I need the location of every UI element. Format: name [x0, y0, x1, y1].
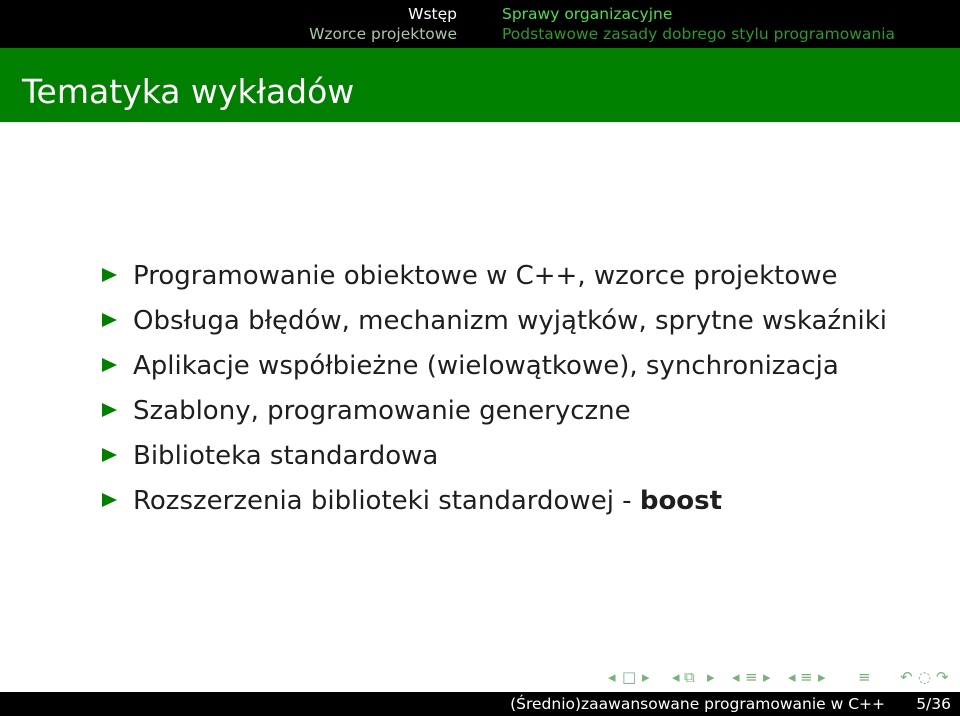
navigation-symbols	[608, 664, 953, 690]
bullet-text: Programowanie obiektowe w C++, wzorce projektowe	[133, 261, 838, 291]
bullet-text: Biblioteka standardowa	[133, 441, 439, 471]
subsection-link-wzorce[interactable]: Wzorce projektowe	[309, 25, 457, 43]
section-link-wstep[interactable]: Wstęp	[408, 5, 457, 23]
doc-icon[interactable]: ≡	[800, 668, 813, 686]
subsection-link-zasady[interactable]: Podstawowe zasady dobrego stylu programowania	[502, 25, 896, 43]
align-icon[interactable]: ≡	[858, 668, 871, 686]
forward-icon[interactable]: ↷	[936, 668, 949, 686]
frame-title: Tematyka wykładów	[22, 72, 355, 111]
frame-icon[interactable]: □	[622, 668, 637, 686]
back-icon[interactable]: ↶	[900, 668, 913, 686]
bullet-triangle-icon	[102, 268, 117, 282]
page-number: 5/36	[916, 695, 951, 713]
header-bar	[0, 0, 960, 48]
subsection-prev-icon[interactable]: ◂	[672, 668, 680, 686]
bullet-triangle-icon	[102, 403, 117, 417]
doc-next-icon[interactable]: ▸	[818, 668, 826, 686]
header-right-section[interactable]	[502, 4, 895, 44]
bullet-text-plain: Rozszerzenia biblioteki standardowej -	[133, 486, 640, 516]
search-icon[interactable]: ◌	[918, 668, 932, 686]
bullet-text: Obsługa błędów, mechanizm wyjątków, sprytne wskaźniki	[133, 306, 888, 336]
header-left-section[interactable]	[309, 4, 457, 44]
section-prev-icon[interactable]: ◂	[732, 668, 740, 686]
frame-next-icon[interactable]: ▸	[642, 668, 650, 686]
bullet-triangle-icon	[102, 313, 117, 327]
section-next-icon[interactable]: ▸	[763, 668, 771, 686]
subsection-next-icon[interactable]: ▸	[707, 668, 715, 686]
bullet-triangle-icon	[102, 358, 117, 372]
section-link-sprawy[interactable]: Sprawy organizacyjne	[502, 5, 673, 23]
bullet-text: Szablony, programowanie generyczne	[133, 396, 631, 426]
subsection-icon[interactable]: ⧉	[684, 668, 695, 686]
footer-title: (Średnio)zaawansowane programowanie w C++	[510, 695, 885, 713]
bullet-text-bold: boost	[639, 486, 723, 516]
doc-prev-icon[interactable]: ◂	[788, 668, 796, 686]
frame-prev-icon[interactable]: ◂	[608, 668, 616, 686]
footer-bar	[0, 692, 960, 716]
bullet-text: Aplikacje współbieżne (wielowątkowe), synchronizacja	[133, 351, 839, 381]
bullet-triangle-icon	[102, 493, 117, 507]
bullet-text	[133, 479, 722, 524]
section-icon[interactable]: ≡	[745, 668, 758, 686]
bullet-triangle-icon	[102, 448, 117, 462]
